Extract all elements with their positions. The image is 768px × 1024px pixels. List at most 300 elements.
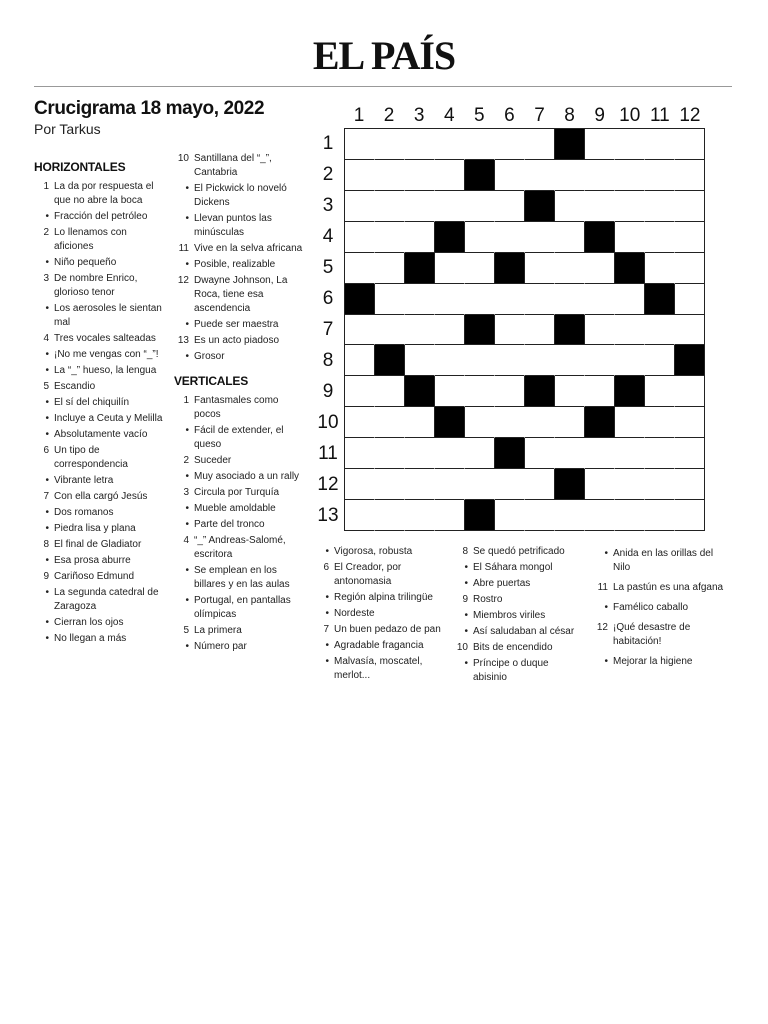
clue-marker: 2	[43, 227, 49, 238]
clue-item	[34, 490, 166, 504]
clue-text: Vive en la selva africana	[194, 243, 303, 254]
clue-text: Región alpina trilingüe	[334, 592, 433, 603]
grid-cell[interactable]	[555, 438, 585, 469]
grid-cell[interactable]	[405, 160, 435, 191]
clue-marker: •	[45, 429, 49, 440]
clue-item	[593, 581, 725, 595]
clue-text: Circula por Turquía	[194, 487, 280, 498]
grid-black-cell	[645, 284, 675, 315]
clue-marker: 3	[43, 273, 49, 284]
clue-item	[314, 591, 446, 605]
clue-marker: •	[464, 626, 468, 637]
clue-marker: 5	[43, 381, 49, 392]
grid-cell[interactable]	[555, 345, 585, 376]
grid-cell[interactable]	[345, 345, 375, 376]
grid-cell[interactable]	[345, 160, 375, 191]
grid-cell[interactable]	[375, 129, 405, 160]
clue-marker: •	[45, 413, 49, 424]
clue-text: Parte del tronco	[194, 519, 265, 530]
grid-cell[interactable]	[495, 500, 525, 531]
grid-column-number: 12	[679, 105, 701, 126]
clue-item	[314, 655, 446, 683]
clue-text: Malvasía, moscatel, merlot...	[334, 656, 423, 681]
clue-marker: •	[185, 595, 189, 606]
clue-text: ¡Qué desastre de habitación!	[613, 622, 691, 647]
grid-cell[interactable]	[645, 345, 675, 376]
grid-cell[interactable]	[345, 191, 375, 222]
grid-cell[interactable]	[615, 500, 645, 531]
clue-item	[174, 454, 306, 468]
grid-cell[interactable]	[405, 222, 435, 253]
grid-cell[interactable]	[555, 160, 585, 191]
clue-marker: 5	[183, 625, 189, 636]
clue-text: Incluye a Ceuta y Melilla	[54, 413, 163, 424]
grid-cell[interactable]	[375, 407, 405, 438]
grid-cell[interactable]	[375, 315, 405, 346]
grid-cell[interactable]	[375, 222, 405, 253]
grid-cell[interactable]	[405, 500, 435, 531]
clue-text: Un buen pedazo de pan	[334, 624, 441, 635]
grid-cell[interactable]	[435, 129, 465, 160]
grid-cell[interactable]	[375, 500, 405, 531]
grid-cell[interactable]	[495, 129, 525, 160]
grid-cell[interactable]	[585, 253, 615, 284]
grid-cell[interactable]	[615, 345, 645, 376]
grid-cell[interactable]	[345, 469, 375, 500]
grid-row-number: 11	[318, 443, 338, 464]
clue-item	[34, 210, 166, 224]
grid-cell[interactable]	[495, 284, 525, 315]
clue-marker: •	[185, 503, 189, 514]
clue-marker: •	[604, 602, 608, 613]
grid-cell[interactable]	[405, 315, 435, 346]
grid-black-cell	[525, 191, 555, 222]
clue-text: Santillana del “_”, Cantabria	[194, 153, 272, 178]
grid-cell[interactable]	[645, 500, 675, 531]
clue-text: Absolutamente vacío	[54, 429, 148, 440]
clue-item	[34, 226, 166, 254]
clues-column-3	[314, 545, 446, 685]
clues-column-1	[34, 160, 166, 648]
clues-column-5	[593, 547, 725, 671]
grid-cell[interactable]	[495, 315, 525, 346]
clue-item	[174, 564, 306, 592]
grid-cell[interactable]	[585, 315, 615, 346]
grid-cell[interactable]	[675, 315, 705, 346]
clue-text: Abre puertas	[473, 578, 531, 589]
clue-marker: 1	[183, 395, 189, 406]
clue-item	[314, 639, 446, 653]
grid-cell[interactable]	[525, 345, 555, 376]
clue-marker: •	[45, 555, 49, 566]
clue-text: El final de Gladiator	[54, 539, 142, 550]
grid-cell[interactable]	[405, 438, 435, 469]
clue-marker: •	[185, 425, 189, 436]
grid-row-number: 3	[322, 195, 334, 216]
clue-item	[593, 601, 725, 615]
clue-text: Fácil de extender, el queso	[194, 425, 284, 450]
clue-marker: •	[45, 257, 49, 268]
grid-cell[interactable]	[495, 222, 525, 253]
grid-cell[interactable]	[585, 191, 615, 222]
clue-text: Esa prosa aburre	[54, 555, 131, 566]
grid-cell[interactable]	[345, 253, 375, 284]
clues-column-4	[453, 545, 585, 687]
clue-marker: •	[325, 546, 329, 557]
grid-cell[interactable]	[585, 160, 615, 191]
clue-item	[314, 561, 446, 589]
grid-black-cell	[615, 253, 645, 284]
grid-black-cell	[555, 469, 585, 500]
clue-marker: •	[45, 349, 49, 360]
clue-text: La primera	[194, 625, 242, 636]
grid-cell[interactable]	[675, 129, 705, 160]
clue-text: Número par	[194, 641, 247, 652]
clue-text: Grosor	[194, 351, 225, 362]
grid-cell[interactable]	[495, 191, 525, 222]
grid-cell[interactable]	[345, 376, 375, 407]
grid-cell[interactable]	[525, 222, 555, 253]
grid-black-cell	[375, 345, 405, 376]
grid-cell[interactable]	[465, 469, 495, 500]
grid-cell[interactable]	[675, 284, 705, 315]
clue-item	[174, 318, 306, 332]
clue-item	[174, 350, 306, 364]
grid-cell[interactable]	[495, 345, 525, 376]
grid-cell[interactable]	[645, 160, 675, 191]
grid-black-cell	[675, 345, 705, 376]
clue-marker: •	[45, 633, 49, 644]
clue-item	[34, 522, 166, 536]
clue-item	[453, 593, 585, 607]
grid-cell[interactable]	[375, 160, 405, 191]
grid-column-number: 11	[649, 105, 670, 126]
clue-item	[174, 486, 306, 500]
clue-marker: •	[464, 578, 468, 589]
grid-cell[interactable]	[615, 438, 645, 469]
grid-cell[interactable]	[465, 284, 495, 315]
clue-item	[174, 334, 306, 348]
grid-cell[interactable]	[435, 315, 465, 346]
grid-black-cell	[465, 500, 495, 531]
clue-text: Príncipe o duque abisinio	[473, 658, 549, 683]
grid-cell[interactable]	[405, 191, 435, 222]
grid-cell[interactable]	[675, 253, 705, 284]
grid-cell[interactable]	[435, 345, 465, 376]
clue-item	[174, 394, 306, 422]
grid-cell[interactable]	[465, 191, 495, 222]
clue-text: Suceder	[194, 455, 232, 466]
grid-black-cell	[465, 315, 495, 346]
grid-row-number: 5	[322, 257, 334, 278]
grid-row-number: 6	[322, 288, 334, 309]
clue-marker: 9	[462, 594, 468, 605]
clue-item	[593, 655, 725, 669]
grid-cell[interactable]	[585, 345, 615, 376]
grid-cell[interactable]	[615, 222, 645, 253]
clue-marker: 4	[183, 535, 189, 546]
grid-cell[interactable]	[675, 500, 705, 531]
grid-cell[interactable]	[495, 407, 525, 438]
grid-column-number: 9	[594, 105, 605, 126]
clue-text: La “_” hueso, la lengua	[54, 365, 157, 376]
clue-text: Niño pequeño	[54, 257, 117, 268]
grid-cell[interactable]	[405, 284, 435, 315]
grid-cell[interactable]	[375, 376, 405, 407]
grid-cell[interactable]	[675, 438, 705, 469]
grid-cell[interactable]	[645, 191, 675, 222]
header-rule	[34, 86, 732, 87]
grid-cell[interactable]	[555, 253, 585, 284]
clue-item	[314, 545, 446, 559]
clue-text: Llevan puntos las minúsculas	[194, 213, 272, 238]
grid-cell[interactable]	[525, 315, 555, 346]
clue-text: Con ella cargó Jesús	[54, 491, 148, 502]
grid-cell[interactable]	[615, 315, 645, 346]
grid-cell[interactable]	[675, 160, 705, 191]
grid-cell[interactable]	[525, 469, 555, 500]
grid-cell[interactable]	[585, 438, 615, 469]
grid-cell[interactable]	[375, 469, 405, 500]
grid-cell[interactable]	[675, 469, 705, 500]
clue-marker: 3	[183, 487, 189, 498]
grid-cell[interactable]	[645, 376, 675, 407]
clue-marker: •	[325, 592, 329, 603]
grid-cell[interactable]	[615, 469, 645, 500]
grid-cell[interactable]	[645, 315, 675, 346]
clue-text: Posible, realizable	[194, 259, 276, 270]
grid-row-number: 10	[317, 412, 339, 433]
grid-cell[interactable]	[465, 253, 495, 284]
clue-marker: 6	[43, 445, 49, 456]
clue-marker: •	[185, 519, 189, 530]
clue-marker: 9	[43, 571, 49, 582]
grid-cell[interactable]	[495, 376, 525, 407]
grid-cell[interactable]	[645, 253, 675, 284]
clue-text: Tres vocales salteadas	[54, 333, 156, 344]
grid-cell[interactable]	[465, 222, 495, 253]
grid-cell[interactable]	[585, 469, 615, 500]
clue-marker: •	[45, 507, 49, 518]
clue-marker: 13	[177, 335, 189, 346]
clue-text: Portugal, en pantallas olímpicas	[194, 595, 291, 620]
grid-cell[interactable]	[525, 253, 555, 284]
grid-cell[interactable]	[495, 469, 525, 500]
clue-marker: 1	[43, 181, 49, 192]
clue-item	[174, 534, 306, 562]
grid-cell[interactable]	[345, 500, 375, 531]
grid-cell[interactable]	[645, 222, 675, 253]
grid-column-number: 6	[504, 105, 515, 126]
clue-marker: •	[185, 565, 189, 576]
grid-column-number: 3	[413, 105, 425, 126]
grid-cell[interactable]	[435, 191, 465, 222]
grid-cell[interactable]	[645, 469, 675, 500]
clue-marker: 10	[177, 153, 189, 164]
grid-cell[interactable]	[555, 191, 585, 222]
grid-cell[interactable]	[435, 160, 465, 191]
clue-marker: 2	[183, 455, 189, 466]
grid-cell[interactable]	[645, 129, 675, 160]
grid-cell[interactable]	[585, 376, 615, 407]
clue-marker: •	[185, 641, 189, 652]
grid-cell[interactable]	[435, 500, 465, 531]
clue-text: Escandio	[54, 381, 96, 392]
grid-cell[interactable]	[465, 438, 495, 469]
clue-marker: •	[604, 548, 608, 559]
grid-cell[interactable]	[615, 129, 645, 160]
grid-cell[interactable]	[465, 376, 495, 407]
grid-black-cell	[435, 407, 465, 438]
grid-cell[interactable]	[435, 376, 465, 407]
grid-cell[interactable]	[465, 407, 495, 438]
clue-marker: 12	[177, 275, 189, 286]
grid-row-number: 13	[317, 505, 339, 526]
clue-marker: 8	[43, 539, 49, 550]
grid-cell[interactable]	[435, 284, 465, 315]
clue-marker: 12	[596, 622, 608, 633]
clue-marker: •	[45, 397, 49, 408]
grid-cell[interactable]	[555, 222, 585, 253]
grid-cell[interactable]	[525, 160, 555, 191]
grid-cell[interactable]	[675, 222, 705, 253]
clue-text: Es un acto piadoso	[194, 335, 280, 346]
clue-item	[34, 412, 166, 426]
clue-marker: •	[45, 475, 49, 486]
clue-item	[34, 444, 166, 472]
clue-text: No llegan a más	[54, 633, 127, 644]
grid-cell[interactable]	[615, 160, 645, 191]
grid-cell[interactable]	[555, 376, 585, 407]
grid-cell[interactable]	[465, 129, 495, 160]
grid-cell[interactable]	[585, 284, 615, 315]
clue-item	[174, 624, 306, 638]
grid-cell[interactable]	[615, 191, 645, 222]
grid-cell[interactable]	[675, 407, 705, 438]
clue-item	[34, 348, 166, 362]
grid-black-cell	[495, 253, 525, 284]
clue-text: Mueble amoldable	[194, 503, 276, 514]
grid-cell[interactable]	[555, 284, 585, 315]
grid-cell[interactable]	[375, 191, 405, 222]
grid-cell[interactable]	[435, 253, 465, 284]
grid-black-cell	[585, 222, 615, 253]
grid-cell[interactable]	[645, 407, 675, 438]
clue-text: Piedra lisa y plana	[54, 523, 136, 534]
grid-column-number: 1	[353, 105, 365, 126]
clue-item	[34, 332, 166, 346]
grid-cell[interactable]	[645, 438, 675, 469]
grid-cell[interactable]	[615, 284, 645, 315]
grid-column-number: 4	[443, 105, 455, 126]
clue-text: Anida en las orillas del Nilo	[613, 548, 714, 573]
grid-cell[interactable]	[525, 407, 555, 438]
clue-item	[34, 380, 166, 394]
grid-cell[interactable]	[675, 191, 705, 222]
clue-text: Cariñoso Edmund	[54, 571, 135, 582]
grid-cell[interactable]	[555, 407, 585, 438]
grid-cell[interactable]	[375, 284, 405, 315]
grid-cell[interactable]	[405, 407, 435, 438]
clue-text: El Sáhara mongol	[473, 562, 553, 573]
clue-marker: 10	[456, 642, 468, 653]
grid-cell[interactable]	[375, 253, 405, 284]
clue-text: El sí del chiquilín	[54, 397, 130, 408]
clue-item	[453, 657, 585, 685]
grid-cell[interactable]	[435, 438, 465, 469]
clue-text: ¡No me vengas con “_”!	[54, 349, 159, 360]
clue-marker: 7	[323, 624, 329, 635]
grid-cell[interactable]	[405, 345, 435, 376]
grid-column-number: 5	[474, 105, 485, 126]
clue-text: Cierran los ojos	[54, 617, 124, 628]
grid-cell[interactable]	[345, 129, 375, 160]
grid-cell[interactable]	[525, 438, 555, 469]
grid-cell[interactable]	[525, 129, 555, 160]
grid-cell[interactable]	[345, 222, 375, 253]
grid-cell[interactable]	[405, 469, 435, 500]
grid-black-cell	[615, 376, 645, 407]
clue-text: Rostro	[473, 594, 503, 605]
grid-cell[interactable]	[555, 500, 585, 531]
grid-cell[interactable]	[465, 345, 495, 376]
clue-item	[34, 474, 166, 488]
grid-cell[interactable]	[585, 500, 615, 531]
clue-text: Se quedó petrificado	[473, 546, 565, 557]
grid-black-cell	[495, 438, 525, 469]
clue-item	[34, 180, 166, 208]
clue-text: Vibrante letra	[54, 475, 114, 486]
grid-cell[interactable]	[345, 438, 375, 469]
grid-cell[interactable]	[585, 129, 615, 160]
clue-text: Puede ser maestra	[194, 319, 279, 330]
clue-marker: •	[45, 587, 49, 598]
clue-marker: •	[325, 640, 329, 651]
clue-text: Así saludaban al césar	[473, 626, 575, 637]
clue-item	[174, 640, 306, 654]
clue-text: Miembros viriles	[473, 610, 546, 621]
grid-cell[interactable]	[495, 160, 525, 191]
grid-black-cell	[405, 253, 435, 284]
grid-cell[interactable]	[375, 438, 405, 469]
clue-item	[314, 623, 446, 637]
clue-item	[453, 561, 585, 575]
grid-cell[interactable]	[675, 376, 705, 407]
clue-marker: •	[185, 213, 189, 224]
clue-marker: •	[325, 608, 329, 619]
clue-item	[34, 428, 166, 442]
clue-item	[174, 258, 306, 272]
clue-text: Se emplean en los billares y en las aulas	[194, 565, 290, 590]
grid-row-number: 2	[322, 164, 334, 185]
grid-cell[interactable]	[525, 284, 555, 315]
clue-text: Muy asociado a un rally	[194, 471, 300, 482]
clue-text: El Creador, por antonomasia	[334, 562, 402, 587]
clue-text: Dos romanos	[54, 507, 114, 518]
grid-cell[interactable]	[405, 129, 435, 160]
page-title: Crucigrama 18 mayo, 2022	[34, 98, 265, 119]
grid-cell[interactable]	[345, 407, 375, 438]
clue-item	[34, 570, 166, 584]
clue-marker: •	[45, 523, 49, 534]
grid-row-number: 1	[322, 133, 334, 154]
grid-cell[interactable]	[525, 500, 555, 531]
clue-text: Famélico caballo	[613, 602, 689, 613]
grid-cell[interactable]	[345, 315, 375, 346]
clue-text: Un tipo de correspondencia	[54, 445, 128, 470]
grid-cell[interactable]	[435, 469, 465, 500]
grid-cell[interactable]	[615, 407, 645, 438]
